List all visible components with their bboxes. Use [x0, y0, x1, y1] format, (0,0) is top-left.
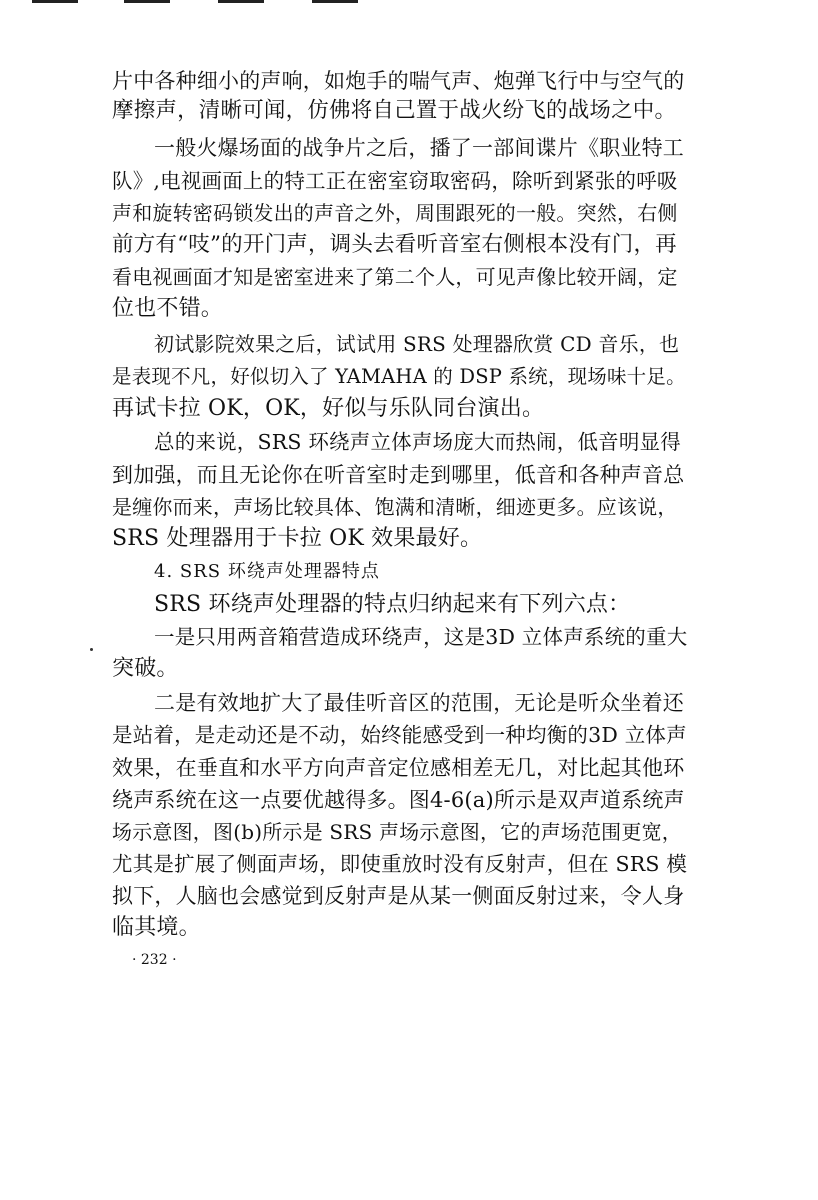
- page-number: · 232 ·: [132, 952, 177, 968]
- text-line: 场示意图，图(b)所示是 SRS 声场示意图，它的声场范围更宽，: [112, 820, 682, 844]
- text-line: 拟下，人脑也会感觉到反射声是从某一侧面反射过来，令人身: [112, 884, 685, 908]
- top-rule-2: [124, 0, 170, 3]
- text-line: 临其境。: [112, 915, 201, 940]
- text-line: 声和旋转密码锁发出的声音之外，周围跟死的一般。突然，右侧: [112, 201, 678, 225]
- text-line: SRS 处理器用于卡拉 OK 效果最好。: [112, 526, 483, 551]
- top-rule-1: [32, 0, 78, 3]
- text-line: 突破。: [112, 656, 179, 681]
- text-line: 位也不错。: [112, 296, 224, 321]
- text-line: 总的来说，SRS 环绕声立体声场庞大而热闹，低音明显得: [154, 430, 681, 454]
- top-rule-3: [218, 0, 264, 3]
- text-line: 再试卡拉 OK，OK，好似与乐队同台演出。: [112, 396, 545, 421]
- text-line: 队》,电视画面上的特工正在密室窃取密码，除听到紧张的呼吸: [112, 169, 678, 193]
- text-line: 到加强，而且无论你在听音室时走到哪里，低音和各种声音总: [112, 463, 685, 487]
- text-line: 是表现不凡，好似切入了 YAMAHA 的 DSP 系统，现场味十足。: [112, 365, 686, 388]
- scan-speck: [90, 648, 93, 651]
- text-line: 一是只用两音箱营造成环绕声，这是3D 立体声系统的重大: [154, 625, 688, 649]
- text-line: 一般火爆场面的战争片之后，播了一部间谍片《职业特工: [154, 136, 684, 160]
- text-line: 是缠你而来，声场比较具体、饱满和清晰，细迹更多。应该说，: [112, 495, 678, 519]
- text-line: 效果，在垂直和水平方向声音定位感相差无几，对比起其他环: [112, 756, 685, 780]
- text-line: 尤其是扩展了侧面声场，即使重放时没有反射声，但在 SRS 模: [112, 852, 688, 876]
- text-line: 摩擦声，清晰可闻，仿佛将自己置于战火纷飞的战场之中。: [112, 98, 677, 123]
- text-line: 看电视画面才知是密室进来了第二个人，可见声像比较开阔，定: [112, 265, 678, 289]
- text-line: 初试影院效果之后，试试用 SRS 处理器欣赏 CD 音乐，也: [154, 332, 680, 356]
- text-line: 片中各种细小的声响，如炮手的喘气声、炮弹飞行中与空气的: [112, 69, 685, 93]
- section-heading: 4. SRS 环绕声处理器特点: [154, 561, 380, 582]
- text-line: SRS 环绕声处理器的特点归纳起来有下列六点：: [154, 592, 631, 617]
- text-line: 二是有效地扩大了最佳听音区的范围，无论是听众坐着还: [154, 691, 684, 715]
- text-line: 绕声系统在这一点要优越得多。图4-6(a)所示是双声道系统声: [112, 788, 685, 812]
- text-line: 前方有“吱”的开门声，调头去看听音室右侧根本没有门，再: [112, 232, 677, 257]
- text-line: 是站着，是走动还是不动，始终能感受到一种均衡的3D 立体声: [112, 723, 687, 747]
- top-rule-4: [312, 0, 358, 3]
